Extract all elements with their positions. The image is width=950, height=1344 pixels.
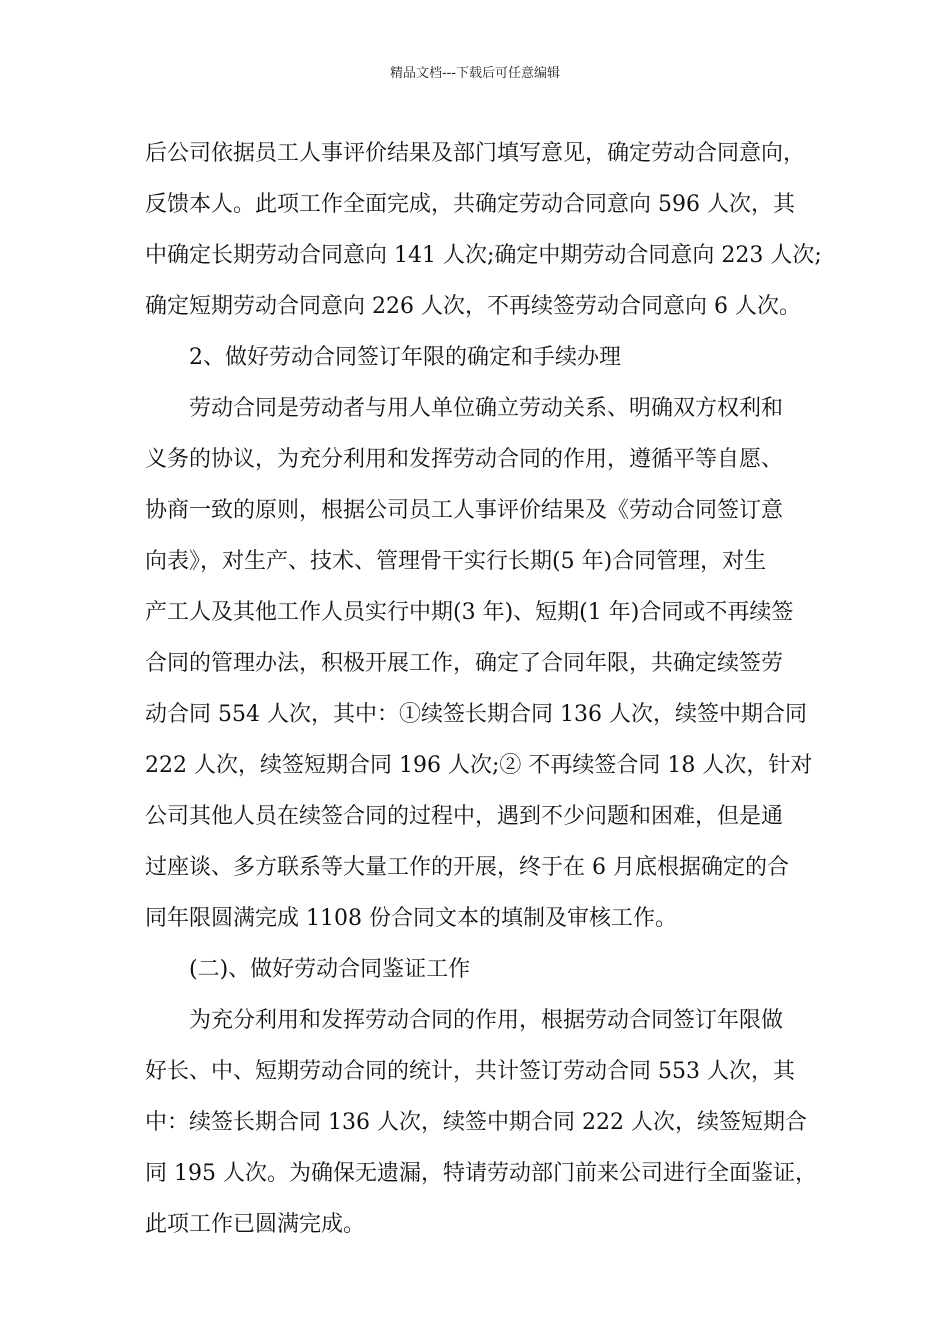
section-heading: (二)、做好劳动合同鉴证工作: [189, 957, 471, 982]
body-line: 好长、中、短期劳动合同的统计，共计签订劳动合同 553 人次，其: [145, 1059, 795, 1084]
body-line: 义务的协议，为充分利用和发挥劳动合同的作用，遵循平等自愿、: [145, 447, 784, 472]
body-line: 中：续签长期合同 136 人次，续签中期合同 222 人次，续签短期合: [145, 1110, 807, 1135]
body-line: 确定短期劳动合同意向 226 人次，不再续签劳动合同意向 6 人次。: [145, 294, 801, 319]
paragraph-start-line: 劳动合同是劳动者与用人单位确立劳动关系、明确双方权利和: [189, 396, 784, 421]
body-line: 产工人及其他工作人员实行中期(3 年)、短期(1 年)合同或不再续签: [145, 600, 794, 625]
paragraph-start-line: 为充分利用和发挥劳动合同的作用，根据劳动合同签订年限做: [189, 1008, 784, 1033]
body-line: 向表》，对生产、技术、管理骨干实行长期(5 年)合同管理，对生: [145, 549, 767, 574]
body-line: 协商一致的原则，根据公司员工人事评价结果及《劳动合同签订意: [145, 498, 784, 523]
body-line: 222 人次，续签短期合同 196 人次;② 不再续签合同 18 人次，针对: [145, 753, 813, 778]
body-line: 过座谈、多方联系等大量工作的开展，终于在 6 月底根据确定的合: [145, 855, 789, 880]
body-line: 中确定长期劳动合同意向 141 人次;确定中期劳动合同意向 223 人次;: [145, 243, 822, 268]
body-line: 合同的管理办法，积极开展工作，确定了合同年限，共确定续签劳: [145, 651, 784, 676]
page-header: 精品文档---下载后可任意编辑: [389, 66, 561, 81]
body-line: 后公司依据员工人事评价结果及部门填写意见，确定劳动合同意向，: [145, 141, 806, 166]
body-line: 公司其他人员在续签合同的过程中，遇到不少问题和困难，但是通: [145, 804, 784, 829]
document-body: [145, 128, 825, 1250]
section-heading: 2、做好劳动合同签订年限的确定和手续办理: [189, 345, 621, 370]
body-line: 此项工作已圆满完成。: [145, 1212, 366, 1237]
body-line: 同年限圆满完成 1108 份合同文本的填制及审核工作。: [145, 906, 677, 931]
body-line: 同 195 人次。为确保无遗漏，特请劳动部门前来公司进行全面鉴证，: [145, 1161, 817, 1186]
body-line: 动合同 554 人次，其中：①续签长期合同 136 人次，续签中期合同: [145, 702, 807, 727]
body-line: 反馈本人。此项工作全面完成，共确定劳动合同意向 596 人次，其: [145, 192, 795, 217]
